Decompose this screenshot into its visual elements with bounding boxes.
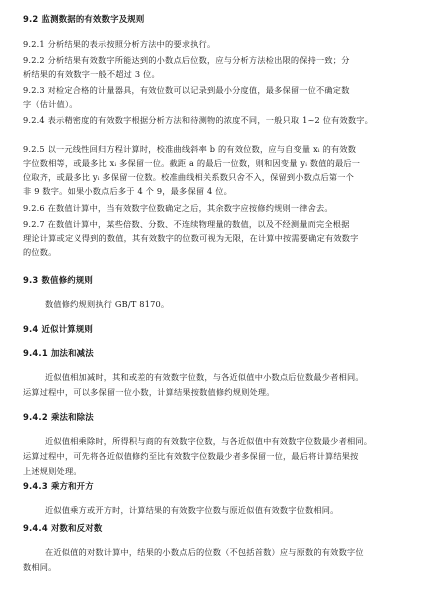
clause-9-4-4-line-2: 数相同。 — [23, 562, 57, 572]
clause-9-4-2-line-2: 运算过程中，可先将各近似值修约至比有效数字位数最少者多保留一位，最后将计算结果按 — [23, 451, 359, 461]
clause-9-4-3-line-1: 近似值乘方或开方时，计算结果的有效数字位数与原近似值有效数字位数相同。 — [45, 505, 339, 515]
section-9-3-body: 数值修约规则执行 GB/T 8170。 — [45, 299, 170, 309]
clause-9-2-3-line-1: 9.2.3 对检定合格的计量器具，有效位数可以记录到最小分度值，最多保留一位不确定数 — [23, 85, 350, 95]
clause-9-2-4: 9.2.4 表示精密度的有效数字根据分析方法和待测物的浓度不同，一般只取 1~2 位有效数字。 — [23, 115, 374, 125]
clause-9-2-2-line-2: 析结果的有效数字一般不超过 3 位。 — [23, 69, 160, 79]
clause-9-4-4-line-1: 在近似值的对数计算中，结果的小数点后的位数（不包括首数）应与原数的有效数字位 — [45, 547, 364, 557]
clause-9-2-5-line-3: 位取齐，或最多比 yᵢ 多保留一位数。校准曲线相关系数只舍不入，保留到小数点后第一个 — [23, 172, 355, 182]
clause-9-2-6: 9.2.6 在数值计算中，当有效数字位数确定之后，其余数字应按修约规则一律舍去。 — [23, 203, 333, 213]
clause-9-2-7-line-1: 9.2.7 在数值计算中，某些倍数、分数、不连续物理量的数值，以及不经测量而完全根据 — [23, 219, 350, 229]
section-9-2-heading: 9.2 监测数据的有效数字及规则 — [23, 14, 145, 24]
clause-9-4-4-title: 9.4.4 对数和反对数 — [23, 523, 103, 533]
section-9-3-heading: 9.3 数值修约规则 — [23, 275, 94, 285]
clause-9-4-1-line-2: 运算过程中，可以多保留一位小数，计算结果按数值修约规则处理。 — [23, 387, 275, 397]
clause-9-2-7-line-2: 理论计算或定义得到的数值，其有效数字的位数可视为无限，在计算中按需要确定有效数字 — [23, 233, 359, 243]
clause-9-4-1-line-1: 近似值相加减时，其和或差的有效数字位数，与各近似值中小数点后位数最少者相同。 — [45, 372, 364, 382]
clause-9-2-5-line-1: 9.2.5 以一元线性回归方程计算时，校准曲线斜率 b 的有效位数，应与自变量 xᵢ 的有效数 — [23, 144, 357, 154]
clause-9-2-1: 9.2.1 分析结果的表示按照分析方法中的要求执行。 — [23, 39, 216, 49]
clause-9-4-3-title: 9.4.3 乘方和开方 — [23, 481, 94, 491]
clause-9-2-7-line-3: 的位数。 — [23, 247, 57, 257]
clause-9-2-2-line-1: 9.2.2 分析结果有效数字所能达到的小数点后位数，应与分析方法检出限的保持一致；分 — [23, 55, 350, 65]
clause-9-4-2-line-3: 上述规则处理。 — [23, 466, 82, 476]
clause-9-4-1-title: 9.4.1 加法和减法 — [23, 348, 94, 358]
clause-9-2-5-line-4: 非 9 数字。如果小数点后多于 4 个 9，最多保留 4 位。 — [23, 186, 233, 196]
section-9-4-heading: 9.4 近似计算规则 — [23, 324, 94, 334]
clause-9-2-5-line-2: 字位数相等，或最多比 xᵢ 多保留一位。截距 a 的最后一位数，则和因变量 yᵢ 数值的最后一 — [23, 158, 361, 168]
clause-9-4-2-line-1: 近似值相乘除时，所得积与商的有效数字位数，与各近似值中有效数字位数最少者相同。 — [45, 436, 373, 446]
clause-9-2-3-line-2: 字（估计值）。 — [23, 99, 78, 109]
clause-9-4-2-title: 9.4.2 乘法和除法 — [23, 412, 94, 422]
